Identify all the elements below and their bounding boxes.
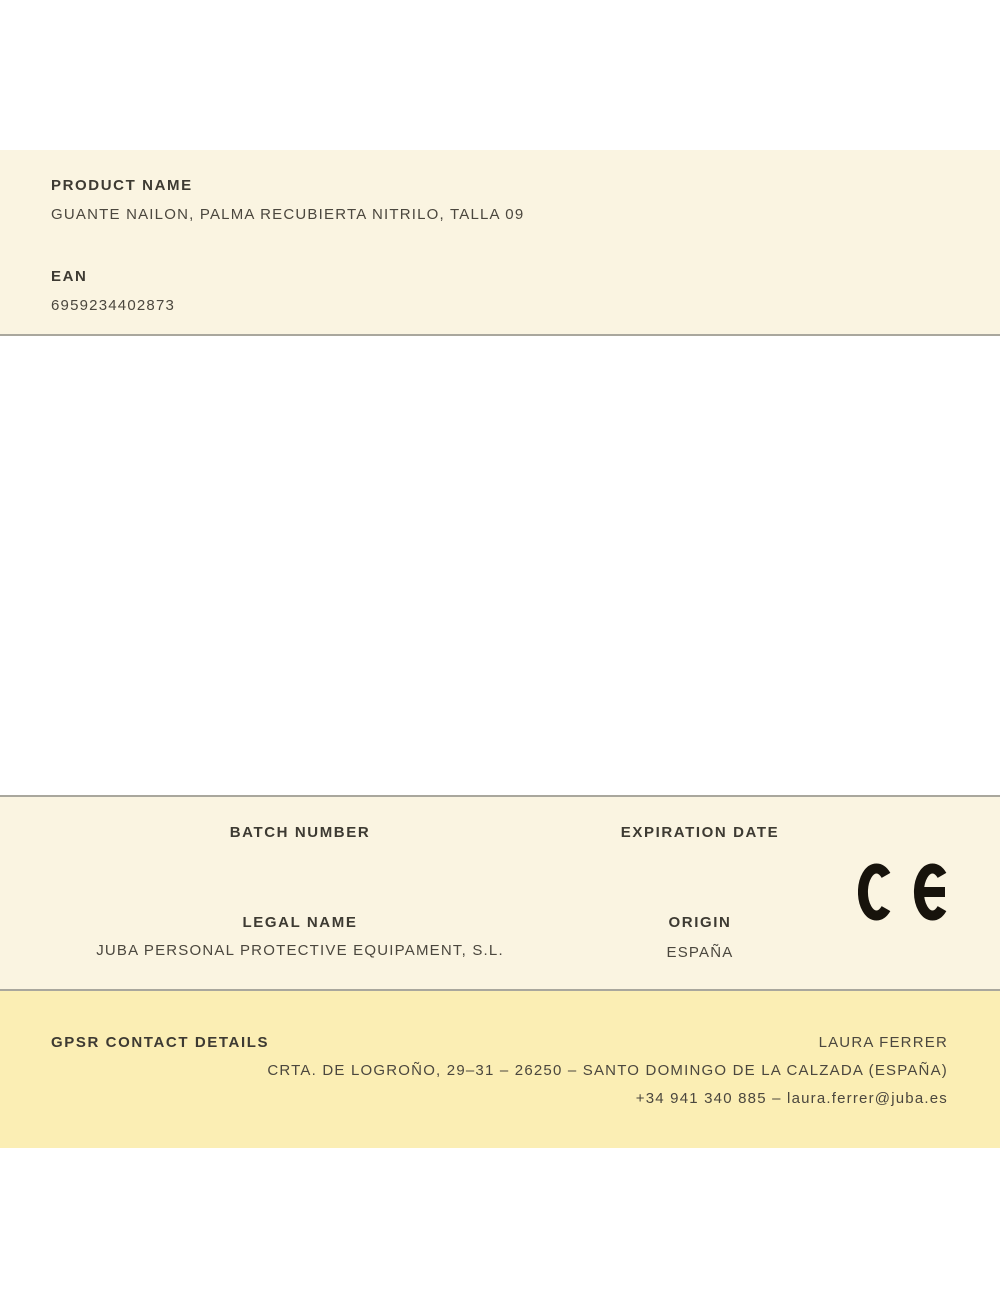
legal-name-label: LEGAL NAME	[242, 914, 358, 931]
ean-label: EAN	[51, 268, 88, 285]
expiration-date-label: EXPIRATION DATE	[620, 824, 780, 841]
product-name-label: PRODUCT NAME	[51, 177, 193, 194]
ce-mark-icon	[858, 863, 947, 921]
gpsr-contact-address: CRTA. DE LOGROÑO, 29–31 – 26250 – SANTO DOMINGO DE LA CALZADA (ESPAÑA)	[267, 1062, 948, 1079]
gpsr-contact-details-label: GPSR CONTACT DETAILS	[51, 1034, 270, 1051]
gpsr-header-row	[51, 1034, 948, 1051]
legal-name-value: JUBA PERSONAL PROTECTIVE EQUIPAMENT, S.L.	[96, 942, 504, 959]
origin-label: ORIGIN	[668, 914, 732, 931]
product-info-section	[0, 150, 1000, 336]
gpsr-contact-name: LAURA FERRER	[818, 1034, 948, 1051]
ean-value: 6959234402873	[51, 297, 176, 314]
origin-value: ESPAÑA	[666, 944, 734, 961]
gpsr-contact-section	[0, 991, 1000, 1148]
batch-info-section	[0, 795, 1000, 991]
product-name-value: GUANTE NAILON, PALMA RECUBIERTA NITRILO, TALLA 09	[51, 206, 525, 223]
gpsr-contact-phone-email: +34 941 340 885 – laura.ferrer@juba.es	[635, 1090, 948, 1107]
batch-number-label: BATCH NUMBER	[229, 824, 371, 841]
